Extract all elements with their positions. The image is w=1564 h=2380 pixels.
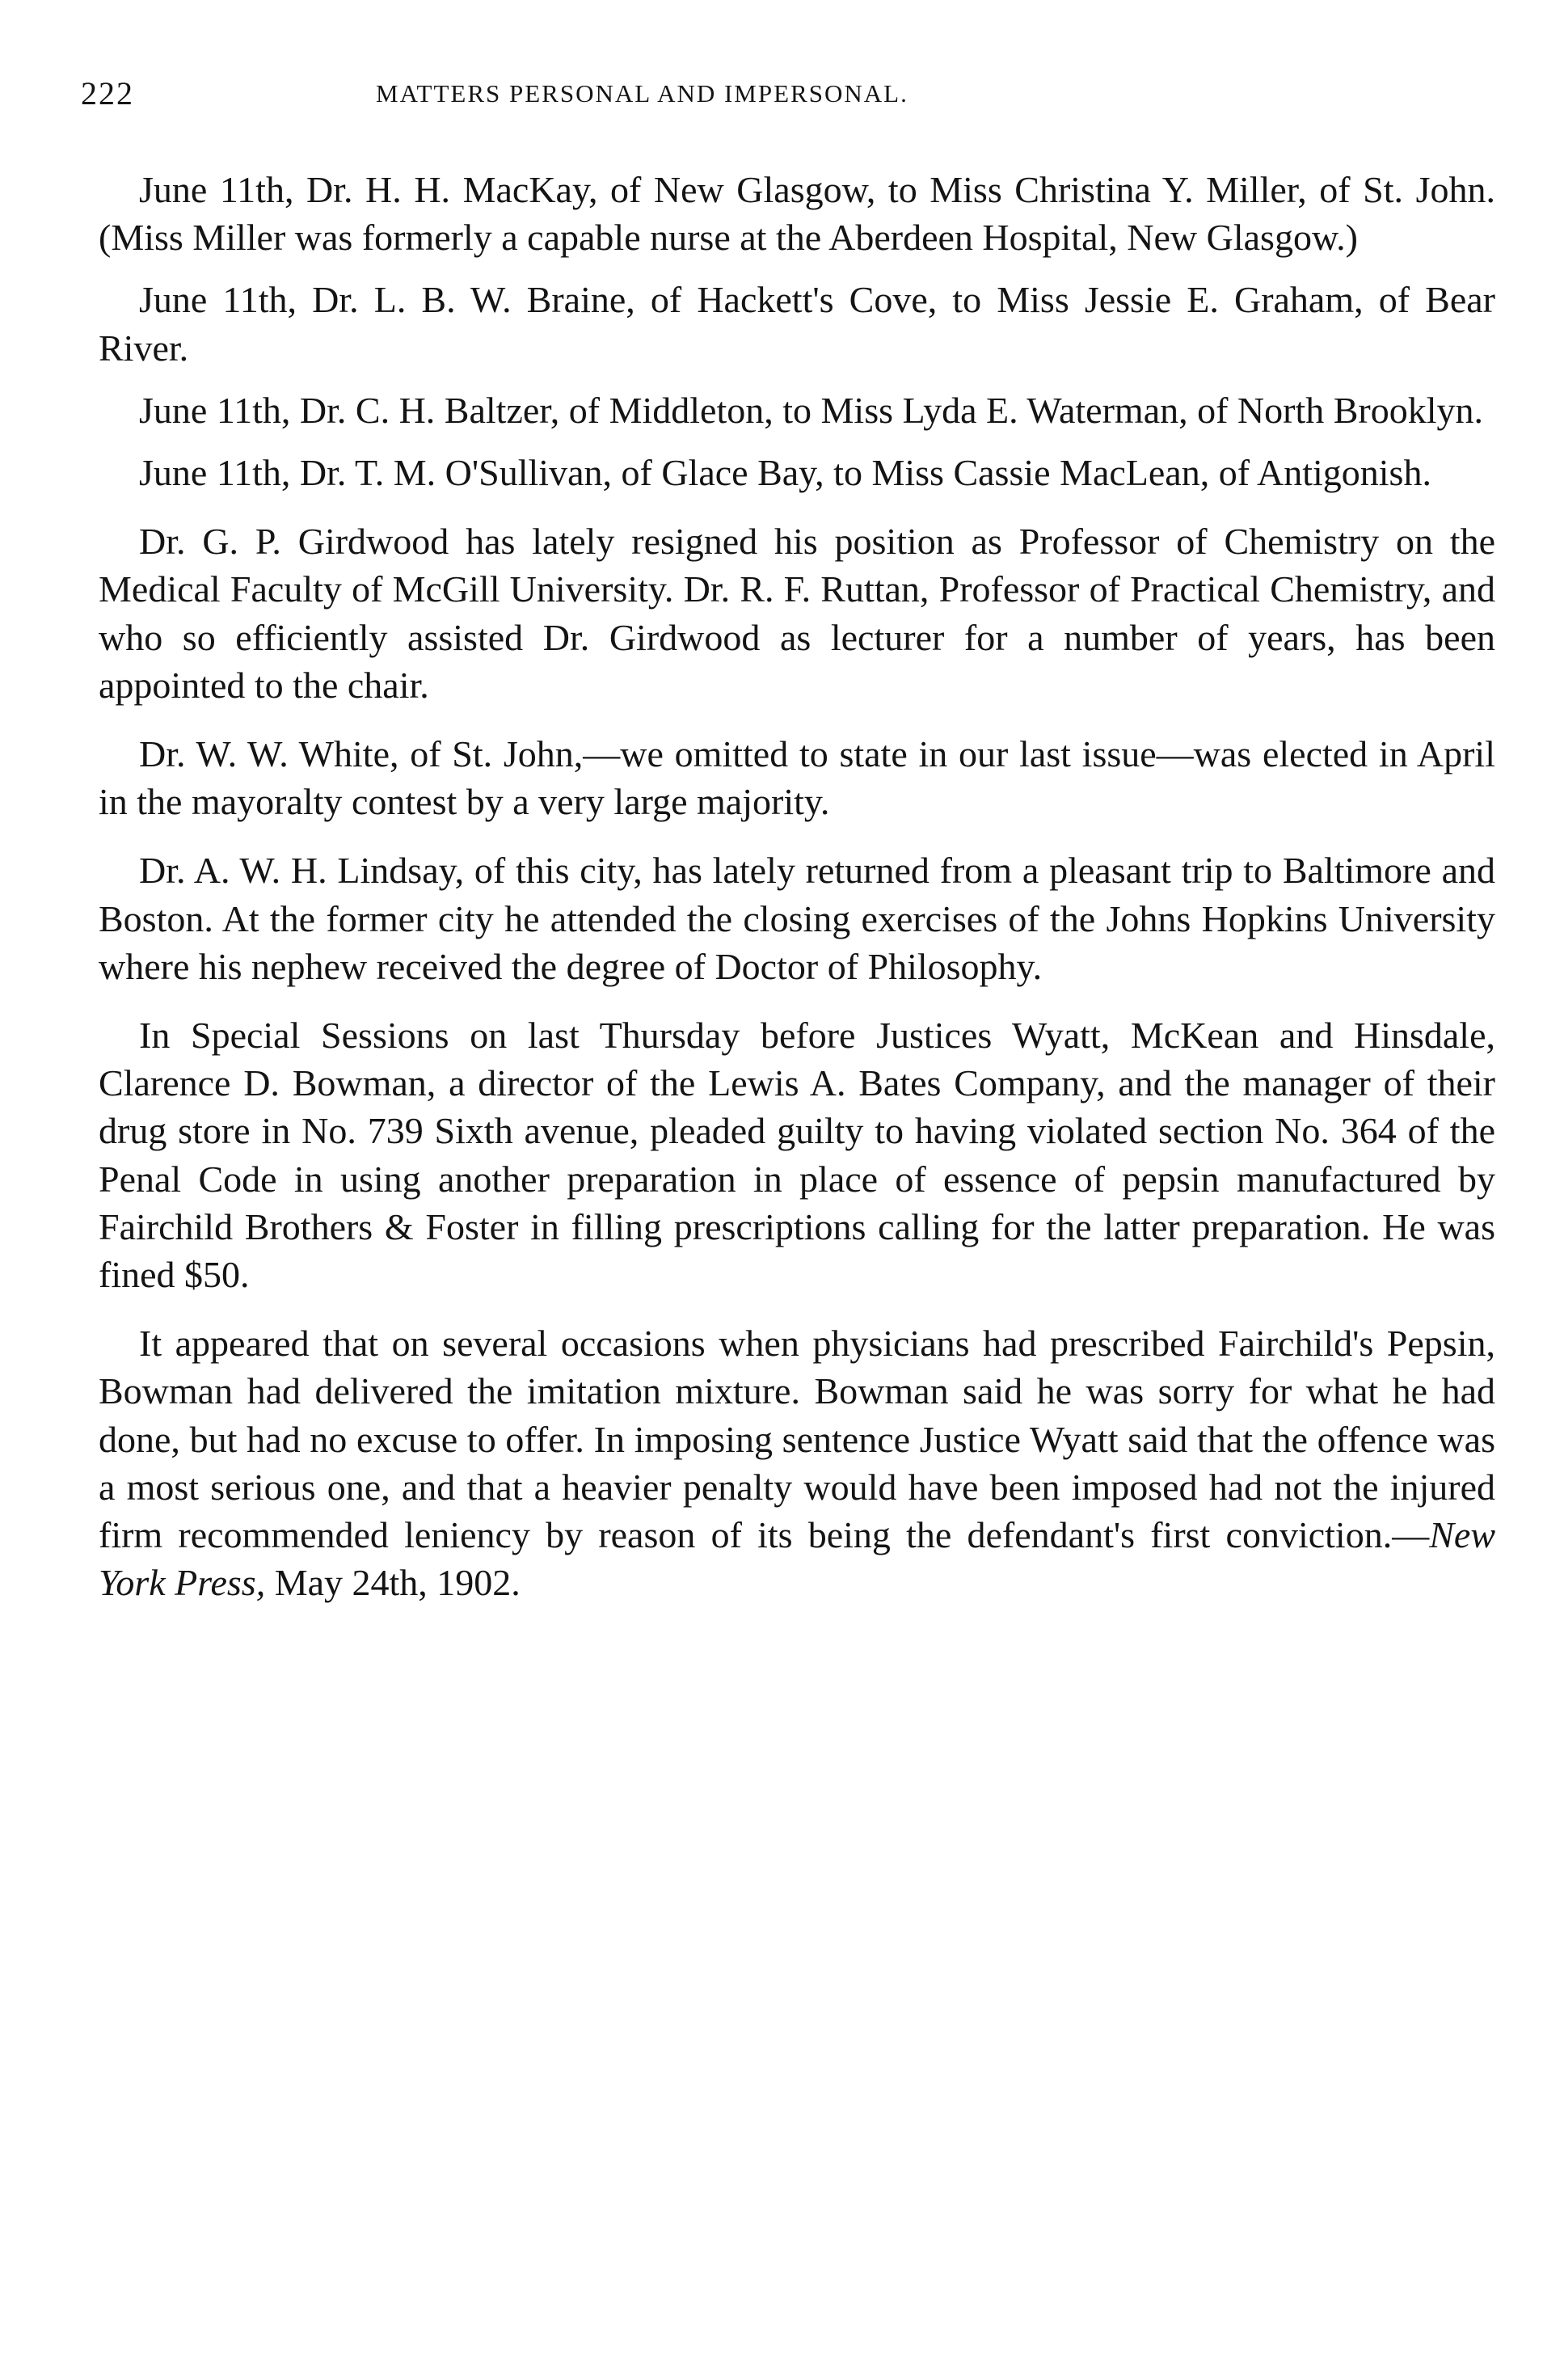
paragraph-girdwood-resignation: Dr. G. P. Girdwood has lately resigned his position as Professor of Chemistry on the Medical Faculty of McGill University. Dr. R. F. Ruttan, Professor of Practical Chemistry, and who so efficiently assisted Dr. Girdwood as lecturer for a number of years, has been appointed to the chair.	[99, 521, 1495, 706]
paragraph-bowman-sentence	[99, 1319, 1495, 1606]
page-number: 222	[81, 75, 134, 112]
source-citation: New York Press,	[99, 1514, 1495, 1604]
article-body	[99, 166, 1495, 1627]
source-date: May 24th, 1902.	[265, 1562, 521, 1604]
paragraph-marriage-osullivan: June 11th, Dr. T. M. O'Sullivan, of Glace Bay, to Miss Cassie MacLean, of Antigonish.	[139, 452, 1431, 494]
paragraph-white-mayoralty: Dr. W. W. White, of St. John,—we omitted to state in our last issue—was elected in April in the mayoralty contest by a very large majority.	[99, 733, 1495, 823]
paragraph-lindsay-trip: Dr. A. W. H. Lindsay, of this city, has lately returned from a pleasant trip to Baltimore and Boston. At the former city he attended the closing exercises of the Johns Hopkins University where his nephew received the degree of Doctor of Philosophy.	[99, 850, 1495, 987]
paragraph-marriage-mackay: June 11th, Dr. H. H. MacKay, of New Glasgow, to Miss Christina Y. Miller, of St. John. (Miss Miller was formerly a capable nurse at the Aberdeen Hospital, New Glasgow.)	[99, 169, 1495, 259]
paragraph-bowman-case: In Special Sessions on last Thursday before Justices Wyatt, McKean and Hinsdale, Clarence D. Bowman, a director of the Lewis A. Bates Company, and the manager of their drug store in No. 739 Sixth avenue, pleaded guilty to having violated section No. 364 of the Penal Code in using another preparation in place of essence of pepsin manufactured by Fairchild Brothers & Foster in filling prescriptions calling for the latter preparation. He was fined $50.	[99, 1015, 1495, 1296]
sentence-text: It appeared that on several occasions when physicians had prescribed Fairchild's Pepsin, Bowman had delivered the imitation mixture. Bowman said he was sorry for what he had done, but had no excuse to offer. In imposing sentence Justice Wyatt said that the offence was a most serious one, and that a heavier penalty would have been imposed had not the injured firm recommended leniency by reason of its being the defendant's first conviction.—	[99, 1323, 1495, 1556]
page-header	[81, 74, 1503, 123]
paragraph-marriage-baltzer: June 11th, Dr. C. H. Baltzer, of Middleton, to Miss Lyda E. Waterman, of North Brooklyn.	[139, 389, 1484, 431]
paragraph-marriage-braine: June 11th, Dr. L. B. W. Braine, of Hackett's Cove, to Miss Jessie E. Graham, of Bear River.	[99, 279, 1495, 369]
running-title: MATTERS PERSONAL AND IMPERSONAL.	[376, 79, 908, 108]
